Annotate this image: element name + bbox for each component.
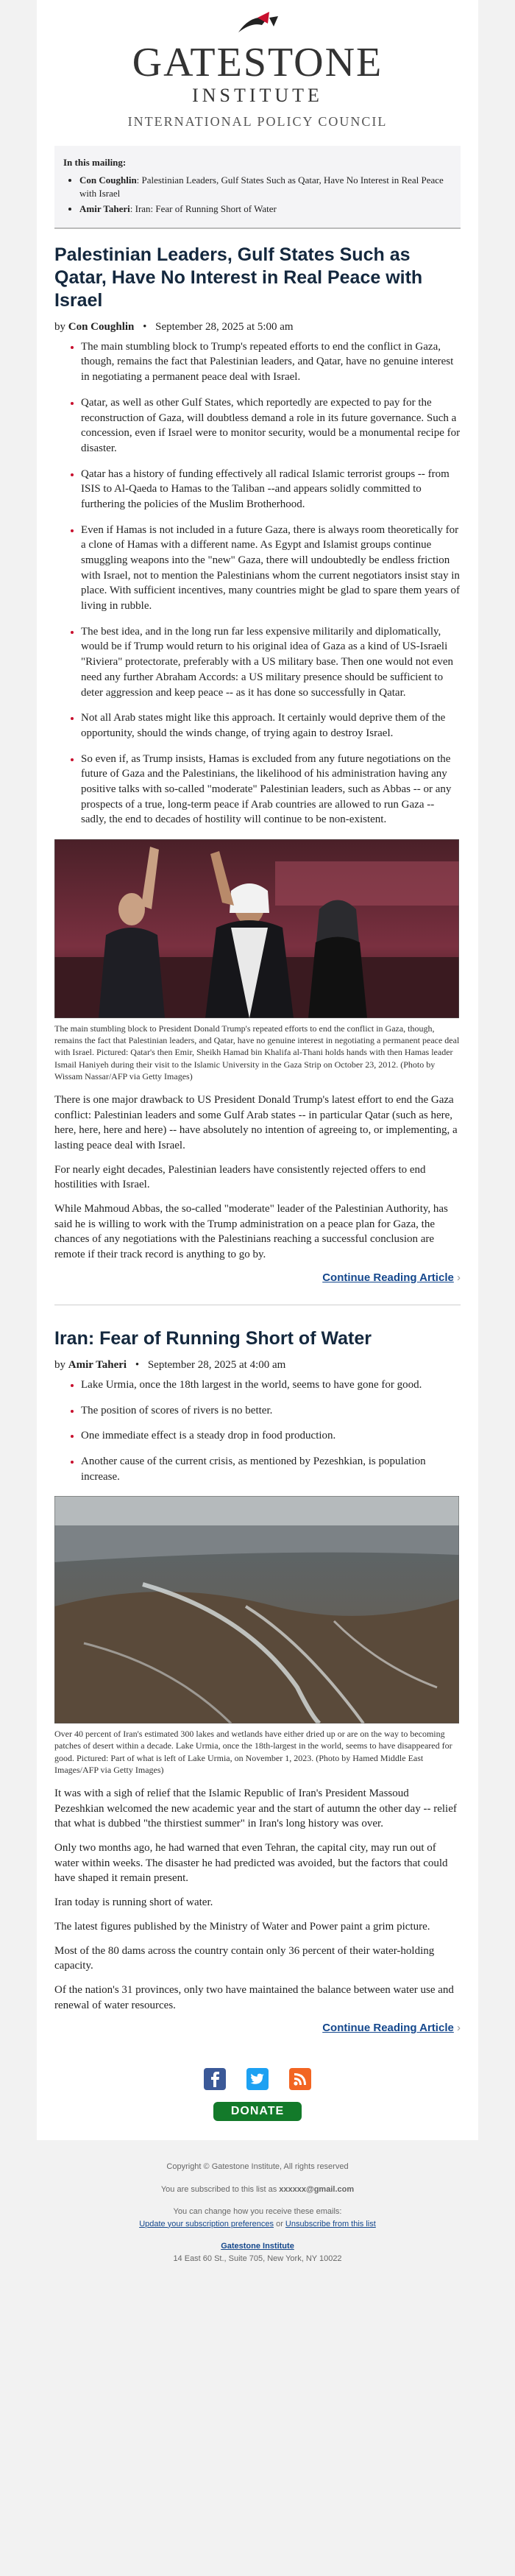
summary-item: • So even if, as Trump insists, Hamas is excluded from any future negotiations on the future of Gaza and the Palestinians, the likelihood of his administration having any positive talks with so-called "moderate" Palestinian leaders, such as Abbas -- or any prospects of a true, long-term peace if Arab countries are allowed to run Gaza -- sadly, the end to decades of hostility will continue to be non-existent.: [81, 752, 461, 828]
byline-author[interactable]: Amir Taheri: [68, 1358, 127, 1371]
byline-date: September 28, 2025 at 4:00 am: [147, 1358, 286, 1371]
article-paragraph: For nearly eight decades, Palestinian leaders have consistently rejected offers to end hostilities with Israel.: [54, 1163, 426, 1191]
byline-date: September 28, 2025 at 5:00 am: [155, 320, 294, 333]
byline-by: by: [54, 320, 65, 333]
article-paragraph: Most of the 80 dams across the country contain only 36 percent of their water-holding capacity.: [54, 1944, 435, 1972]
update-preferences-link[interactable]: Update your subscription preferences: [139, 2219, 274, 2229]
donate-button[interactable]: DONATE: [213, 2102, 302, 2121]
article-title[interactable]: Iran: Fear of Running Short of Water: [54, 1327, 372, 1349]
continue-reading: [54, 1271, 461, 1284]
summary-item: • Lake Urmia, once the 18th largest in the world, seems to have gone for good.: [81, 1377, 461, 1393]
in-this-mailing-title: In this mailing:: [63, 157, 127, 168]
summary-item: • The main stumbling block to Trump's repeated efforts to end the conflict in Gaza, though, remains the fact that Palestinian leaders, and Qatar, have no genuine interest in negotiating a permanent peace deal with Israel.: [81, 339, 461, 385]
masthead: [37, 0, 478, 146]
continue-reading-link[interactable]: Continue Reading Article: [322, 1271, 454, 1284]
mailing-author: Con Coughlin: [79, 174, 137, 186]
footer-address: [15, 2240, 500, 2265]
or-text: or: [274, 2219, 285, 2229]
article-paragraph: The latest figures published by the Ministry of Water and Power paint a grim picture.: [54, 1920, 430, 1933]
rss-icon[interactable]: [289, 2068, 311, 2090]
article-paragraph: Iran today is running short of water.: [54, 1896, 213, 1909]
email-container: [37, 0, 478, 2140]
summary-item: • The best idea, and in the long run far less expensive militarily and diplomatically, would be if Trump would return to his original idea of Gaza as a kind of US-Israeli "Riviera" protectorate, preferably with a US military base. Then one would not even need any further Abraham Accords: a US military presence should be sufficient to deter aggression and keep peace -- as it has done so successfully in Qatar.: [81, 624, 461, 700]
footer-preferences: [15, 2206, 500, 2230]
mailing-item[interactable]: [79, 202, 452, 216]
change-text: You can change how you receive these emails:: [173, 2207, 342, 2217]
article-summary: [54, 339, 461, 828]
photo-caption: Over 40 percent of Iran's estimated 300 lakes and wetlands have either dried up or are on the way to becoming patches of desert within a decade. Lake Urmia, once the 18th-largest in the world, seems to have disappeared for good. Pictured: Part of what is left of Lake Urmia, on November 1, 2023. (Photo by Hamed Middle East Images/AFP via Getty Images): [54, 1729, 452, 1775]
brand-subtitle: INSTITUTE: [192, 85, 323, 106]
article-paragraph: Only two months ago, he had warned that even Tehran, the capital city, may run out of water within weeks. The disaster he had predicted was avoided, but the factors that could have shaped it remain present.: [54, 1842, 448, 1885]
mailing-title: : Palestinian Leaders, Gulf States Such as Qatar, Have No Interest in Real Peace with Israel: [79, 174, 444, 200]
continue-reading: [54, 2022, 461, 2034]
article-title[interactable]: Palestinian Leaders, Gulf States Such as Qatar, Have No Interest in Real Peace with Israel: [54, 244, 423, 311]
chevron-right-icon: ›: [457, 1271, 461, 1284]
mailing-item[interactable]: [79, 174, 452, 200]
chevron-right-icon: ›: [457, 2022, 461, 2035]
gatestone-logo-icon: [235, 10, 280, 35]
byline-author[interactable]: Con Coughlin: [68, 320, 135, 333]
subscribed-text: You are subscribed to this list as: [160, 2184, 277, 2194]
article-photo[interactable]: [54, 1496, 459, 1723]
article-paragraph: There is one major drawback to US President Donald Trump's latest effort to end the Gaza conflict: Palestinian leaders and some Gulf Arab states -- in particular Qatar (such as here, here, here, here and here) -- have absolutely no intention of agreeing to, or implementing, a lasting peace deal with Israel.: [54, 1093, 458, 1151]
bullet-separator: •: [135, 1358, 140, 1371]
mailing-title: : Iran: Fear of Running Short of Water: [129, 202, 277, 214]
twitter-icon[interactable]: [246, 2068, 269, 2090]
org-address: 14 East 60 St., Suite 705, New York, NY 10022: [173, 2254, 342, 2263]
article-paragraph: It was with a sigh of relief that the Islamic Republic of Iran's President Massoud Pezeshkian welcomed the new academic year and the start of autumn the other day -- relief that what is dubbed "the thirstiest summer" in Iran's long history was over.: [54, 1788, 457, 1830]
mailing-author: Amir Taheri: [79, 202, 130, 214]
brand-name: GATESTONE: [132, 40, 383, 85]
article-summary: [54, 1377, 461, 1484]
article-photo[interactable]: [54, 839, 459, 1018]
mailing-list: [63, 174, 452, 216]
facebook-icon[interactable]: [204, 2068, 226, 2090]
summary-item: • Qatar, as well as other Gulf States, which reportedly are expected to pay for the reconstruction of Gaza, will doubtless demand a role in its future governance. Such a concession, even if Israel were to monitor security, would be a monumental recipe for disaster.: [81, 395, 461, 456]
org-name[interactable]: Gatestone Institute: [221, 2242, 294, 2251]
bullet-separator: •: [143, 320, 147, 333]
photo-caption: The main stumbling block to President Donald Trump's repeated efforts to end the conflict in Gaza, though, remains the fact that Palestinian leaders, and Qatar, have no genuine interest in negotiating a permanent peace deal with Israel. Pictured: Qatar's then Emir, Sheikh Hamad bin Khalifa al-Thani holds hands with then Hamas leader Ismail Haniyeh during their visit to the Islamic University in the Gaza Strip on October 23, 2012. (Photo by Wissam Nassar/AFP via Getty Images): [54, 1023, 460, 1081]
continue-reading-link[interactable]: Continue Reading Article: [322, 2022, 454, 2035]
article-1: [37, 229, 478, 1300]
summary-item: • Qatar has a history of funding effectively all radical Islamic terrorist groups -- from ISIS to Al-Qaeda to Hamas to the Taliban --and appears solidly committed to furthering the policies of the Muslim Brotherhood.: [81, 467, 461, 512]
summary-item: • Not all Arab states might like this approach. It certainly would deprive them of the opportunity, should the winds change, of trying again to destroy Israel.: [81, 710, 461, 741]
subscriber-email: xxxxxx@gmail.com: [279, 2184, 355, 2194]
footer: [0, 2140, 515, 2304]
article-paragraph: Of the nation's 31 provinces, only two have maintained the balance between water use and renewal of water resources.: [54, 1983, 454, 2011]
article-byline: [54, 321, 461, 334]
unsubscribe-link[interactable]: Unsubscribe from this list: [285, 2219, 376, 2229]
social-links: [37, 2050, 478, 2095]
article-paragraph: While Mahmoud Abbas, the so-called "moderate" leader of the Palestinian Authority, has said he is willing to work with the Trump administration on a peace plan for Gaza, the chances of any negotiations with the Palestinians reaching a successful conclusion are remote if their track record is anything to go by.: [54, 1203, 448, 1261]
summary-item: • Even if Hamas is not included in a future Gaza, there is always room theoretically for a clone of Hamas with a different name. As Egypt and Islamist groups continue smuggling weapons into the "new" Gaza, there will undoubtedly be endless friction with Israel, not to mention the Palestinians whom the current negotiators insist stay in place. With sufficient incentives, many countries might be glad to spare them years of living in rubble.: [81, 523, 461, 614]
footer-copyright: Copyright © Gatestone Institute, All rights reserved: [166, 2162, 349, 2172]
summary-item: • One immediate effect is a steady drop in food production.: [81, 1428, 461, 1444]
summary-item: • Another cause of the current crisis, as mentioned by Pezeshkian, is population increase.: [81, 1454, 461, 1484]
brand-tagline: INTERNATIONAL POLICY COUNCIL: [127, 114, 388, 129]
donate-row: [37, 2095, 478, 2140]
in-this-mailing: [54, 146, 461, 229]
article-byline: [54, 1359, 461, 1372]
summary-item: • The position of scores of rivers is no better.: [81, 1403, 461, 1419]
footer-subscribed: [15, 2184, 500, 2196]
article-2: [37, 1313, 478, 2050]
byline-by: by: [54, 1358, 65, 1371]
